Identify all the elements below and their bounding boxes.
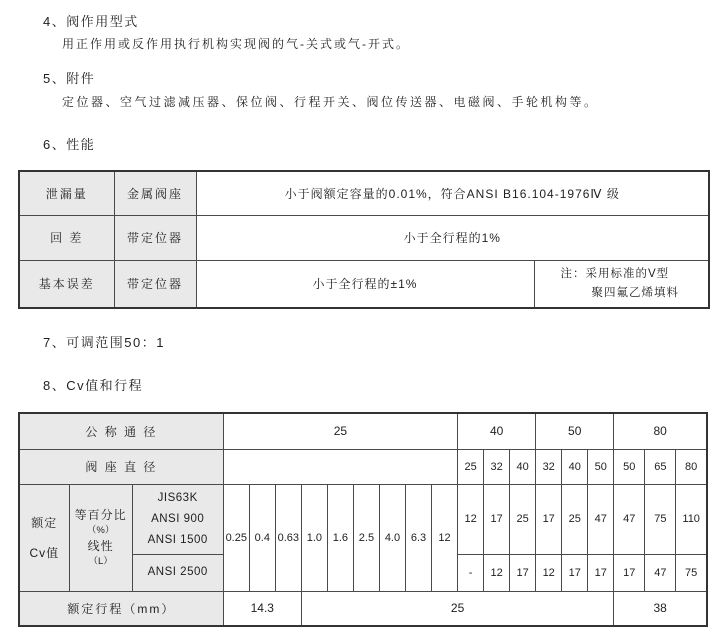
table-row bbox=[19, 260, 709, 308]
cv-value-cell: 17 bbox=[614, 554, 645, 591]
flow-characteristic-cell bbox=[69, 484, 132, 591]
table-row bbox=[19, 413, 707, 449]
section-5-body: 定位器、空气过滤减压器、保位阀、行程开关、阀位传送器、电磁阀、手轮机构等。 bbox=[62, 95, 599, 109]
section-4-title: 4、阀作用型式 bbox=[43, 14, 139, 29]
cv-value-cell: 4.0 bbox=[379, 484, 405, 591]
seat-diameter-cell: 50 bbox=[614, 449, 645, 484]
characteristic-line4: （L） bbox=[88, 555, 113, 567]
seat-diameter-cell: 40 bbox=[510, 449, 536, 484]
basic-error-label-cell: 基本误差 bbox=[19, 260, 114, 308]
rated-cv-line2: Cv值 bbox=[29, 545, 60, 560]
cv-value-cell: 0.25 bbox=[223, 484, 249, 591]
table-row bbox=[19, 171, 709, 215]
basic-error-condition-cell: 带定位器 bbox=[114, 260, 196, 308]
cv-value-cell: 12 bbox=[484, 554, 510, 591]
cv-value-cell: 0.63 bbox=[275, 484, 301, 591]
cv-value-cell: 6.3 bbox=[405, 484, 431, 591]
pressure-class-ansi900: ANSI 900 bbox=[151, 512, 205, 525]
seat-diameter-cell: 50 bbox=[588, 449, 614, 484]
seat-diameter-cell: 32 bbox=[484, 449, 510, 484]
characteristic-line1: 等百分比 bbox=[74, 507, 127, 522]
cv-value-cell: 47 bbox=[645, 554, 676, 591]
nominal-group-cell: 50 bbox=[536, 413, 614, 449]
seat-diameter-cell: 40 bbox=[562, 449, 588, 484]
pressure-class-ansi2500-cell: ANSI 2500 bbox=[132, 554, 223, 591]
rated-travel-label-cell: 额定行程（mm） bbox=[19, 591, 223, 626]
hysteresis-value-cell: 小于全行程的1% bbox=[196, 215, 709, 260]
characteristic-line2: （%） bbox=[86, 524, 115, 536]
cv-value-cell: 12 bbox=[432, 484, 458, 591]
leakage-value-cell: 小于阀额定容量的0.01%，符合ANSI B16.104-1976Ⅳ 级 bbox=[196, 171, 709, 215]
rated-cv-label-cell bbox=[19, 484, 69, 591]
cv-value-cell: 17 bbox=[562, 554, 588, 591]
table-row bbox=[19, 215, 709, 260]
cv-value-cell: 75 bbox=[645, 484, 676, 554]
section-5-title: 5、附件 bbox=[43, 71, 96, 86]
leakage-condition-cell: 金属阀座 bbox=[114, 171, 196, 215]
packing-note-line1: 注：采用标准的V型 bbox=[560, 267, 670, 280]
section-7-title: 7、可调范围50：1 bbox=[43, 335, 165, 350]
cv-value-cell: 17 bbox=[588, 554, 614, 591]
hysteresis-label-cell: 回 差 bbox=[19, 215, 114, 260]
seat-diameter-cell: 32 bbox=[536, 449, 562, 484]
performance-table bbox=[18, 170, 710, 309]
table-row bbox=[19, 591, 707, 626]
rated-travel-value-cell: 25 bbox=[301, 591, 613, 626]
nominal-group-cell: 40 bbox=[458, 413, 536, 449]
rated-travel-value-cell: 38 bbox=[614, 591, 707, 626]
cv-value-cell: 47 bbox=[588, 484, 614, 554]
rated-cv-line1: 额定 bbox=[31, 515, 58, 530]
cv-value-cell: 75 bbox=[676, 554, 707, 591]
seat-diameter-cell: 80 bbox=[676, 449, 707, 484]
section-4-body: 用正作用或反作用执行机构实现阀的气-关式或气-开式。 bbox=[62, 37, 410, 51]
leakage-label-cell: 泄漏量 bbox=[19, 171, 114, 215]
nominal-diameter-label-cell: 公 称 通 径 bbox=[19, 413, 223, 449]
nominal-group-cell: 25 bbox=[223, 413, 457, 449]
packing-note-cell bbox=[534, 260, 709, 308]
table-row bbox=[19, 484, 707, 554]
pressure-class-high-cell bbox=[132, 484, 223, 554]
cv-value-cell: 47 bbox=[614, 484, 645, 554]
cv-value-cell: 12 bbox=[536, 554, 562, 591]
cv-value-cell: 17 bbox=[484, 484, 510, 554]
cv-value-cell: 110 bbox=[676, 484, 707, 554]
cv-value-cell: 1.0 bbox=[301, 484, 327, 591]
cv-value-cell: 17 bbox=[536, 484, 562, 554]
section-6-title: 6、性能 bbox=[43, 137, 96, 152]
seat-diameter-cell: 65 bbox=[645, 449, 676, 484]
cv-value-cell: 0.4 bbox=[249, 484, 275, 591]
cv-value-cell: - bbox=[458, 554, 484, 591]
seat-diameter-cell: 25 bbox=[458, 449, 484, 484]
cv-value-cell: 25 bbox=[562, 484, 588, 554]
packing-note-line2: 聚四氟乙烯填料 bbox=[591, 286, 679, 299]
characteristic-line3: 线性 bbox=[87, 538, 114, 553]
cv-travel-table bbox=[18, 412, 708, 627]
cv-value-cell: 12 bbox=[458, 484, 484, 554]
pressure-class-ansi1500: ANSI 1500 bbox=[147, 533, 208, 546]
rated-travel-value-cell: 14.3 bbox=[223, 591, 301, 626]
hysteresis-condition-cell: 带定位器 bbox=[114, 215, 196, 260]
basic-error-value-cell: 小于全行程的±1% bbox=[196, 260, 534, 308]
cv-value-cell: 25 bbox=[510, 484, 536, 554]
cv-value-cell: 2.5 bbox=[353, 484, 379, 591]
seat-diameter-blank-cell bbox=[223, 449, 457, 484]
cv-value-cell: 1.6 bbox=[327, 484, 353, 591]
seat-diameter-label-cell: 阀 座 直 径 bbox=[19, 449, 223, 484]
cv-value-cell: 17 bbox=[510, 554, 536, 591]
nominal-group-cell: 80 bbox=[614, 413, 707, 449]
table-row bbox=[19, 449, 707, 484]
section-8-title: 8、Cv值和行程 bbox=[43, 378, 144, 393]
pressure-class-jis63k: JIS63K bbox=[157, 491, 198, 504]
